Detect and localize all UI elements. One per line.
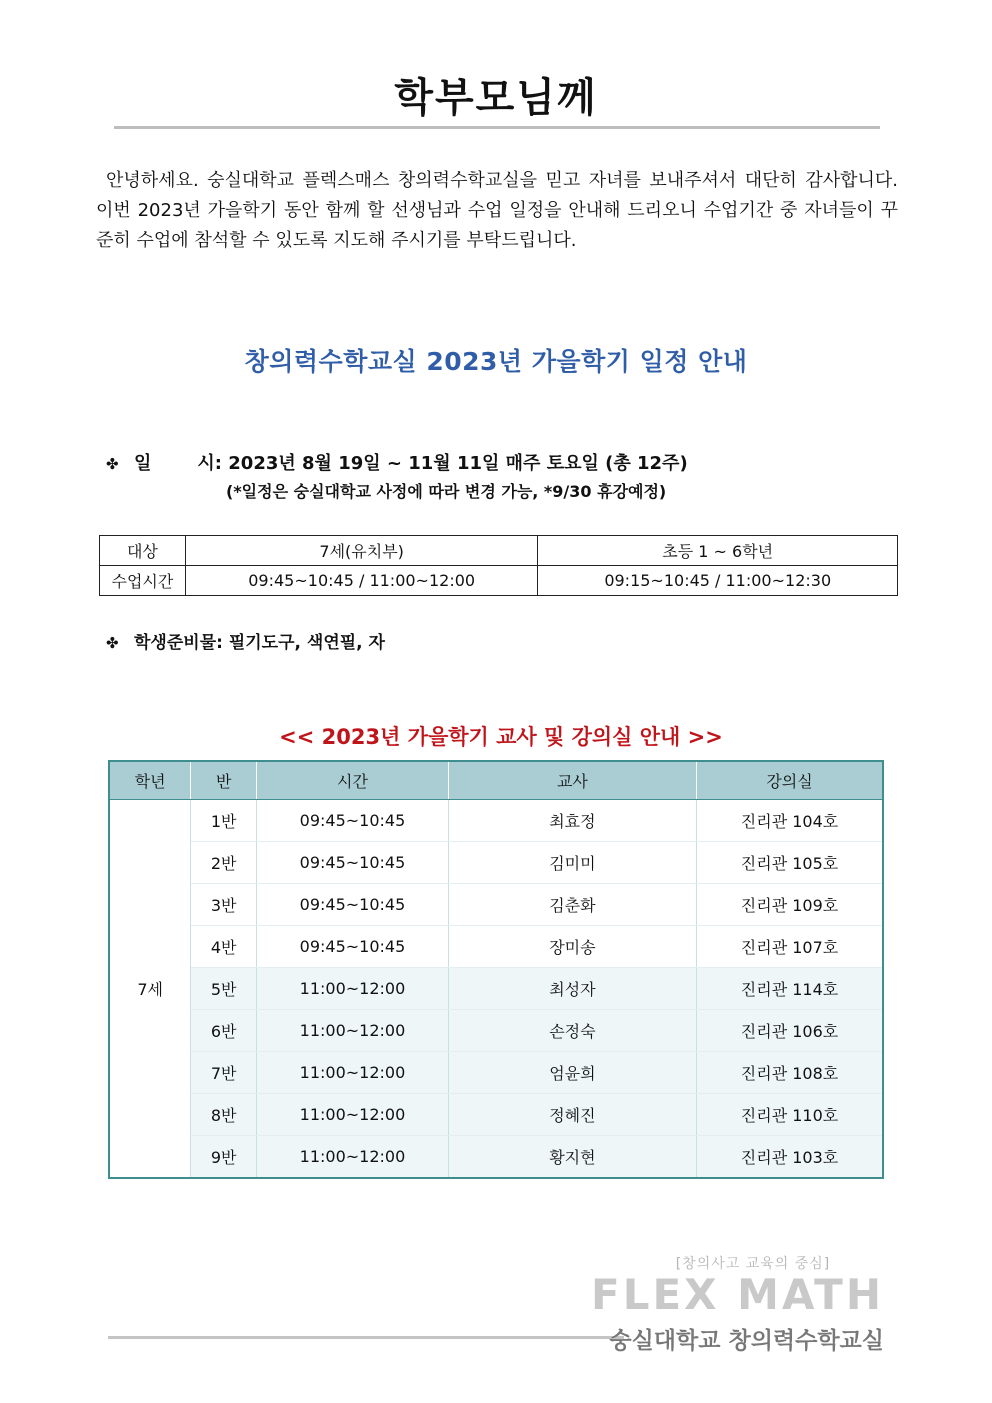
footer-school-name: 숭실대학교 창의력수학교실 bbox=[609, 1328, 884, 1354]
class-cell: 6반 bbox=[191, 1010, 257, 1052]
class-cell: 9반 bbox=[191, 1136, 257, 1179]
time-cell: 11:00~12:00 bbox=[257, 1010, 449, 1052]
teacher-cell: 최효정 bbox=[448, 800, 696, 842]
table-cell: 초등 1 ~ 6학년 bbox=[538, 536, 898, 566]
time-cell: 09:45~10:45 bbox=[257, 842, 449, 884]
time-cell: 11:00~12:00 bbox=[257, 968, 449, 1010]
table-row bbox=[109, 926, 883, 968]
table-row bbox=[109, 842, 883, 884]
teacher-table-title: << 2023년 가을학기 교사 및 강의실 안내 >> bbox=[279, 725, 723, 749]
time-cell: 09:45~10:45 bbox=[257, 884, 449, 926]
room-cell: 진리관 106호 bbox=[697, 1010, 883, 1052]
table-row bbox=[109, 800, 883, 842]
column-header: 반 bbox=[191, 761, 257, 800]
teacher-cell: 최성자 bbox=[448, 968, 696, 1010]
room-cell: 진리관 109호 bbox=[697, 884, 883, 926]
class-cell: 3반 bbox=[191, 884, 257, 926]
table-cell: 7세(유치부) bbox=[185, 536, 538, 566]
class-cell: 1반 bbox=[191, 800, 257, 842]
clover-bullet-icon: ✤ bbox=[106, 634, 119, 652]
table-row bbox=[109, 1010, 883, 1052]
table-row bbox=[109, 1052, 883, 1094]
teacher-cell: 김미미 bbox=[448, 842, 696, 884]
class-cell: 5반 bbox=[191, 968, 257, 1010]
room-cell: 진리관 110호 bbox=[697, 1094, 883, 1136]
time-cell: 11:00~12:00 bbox=[257, 1052, 449, 1094]
class-cell: 7반 bbox=[191, 1052, 257, 1094]
table-row bbox=[109, 1136, 883, 1179]
column-header: 강의실 bbox=[697, 761, 883, 800]
time-cell: 11:00~12:00 bbox=[257, 1094, 449, 1136]
class-time-header-row bbox=[100, 536, 898, 566]
room-cell: 진리관 107호 bbox=[697, 926, 883, 968]
supplies-text: 학생준비물: 필기도구, 색연필, 자 bbox=[134, 633, 385, 653]
time-cell: 09:45~10:45 bbox=[257, 926, 449, 968]
room-cell: 진리관 105호 bbox=[697, 842, 883, 884]
clover-bullet-icon: ✤ bbox=[106, 455, 119, 473]
title-divider bbox=[114, 126, 880, 129]
column-header: 교사 bbox=[448, 761, 696, 800]
footer-tagline: [창의사고 교육의 중심] bbox=[675, 1256, 831, 1272]
time-cell: 11:00~12:00 bbox=[257, 1136, 449, 1179]
footer-divider bbox=[108, 1336, 624, 1339]
table-cell: 09:45~10:45 / 11:00~12:00 bbox=[185, 566, 538, 596]
column-header: 학년 bbox=[109, 761, 191, 800]
class-cell: 8반 bbox=[191, 1094, 257, 1136]
room-cell: 진리관 108호 bbox=[697, 1052, 883, 1094]
grade-cell: 7세 bbox=[109, 800, 191, 1179]
schedule-value: 2023년 8월 19일 ~ 11월 11일 매주 토요일 (총 12주) bbox=[228, 453, 688, 474]
table-row bbox=[109, 884, 883, 926]
table-cell: 수업시간 bbox=[100, 566, 186, 596]
supplies-line bbox=[106, 628, 385, 653]
class-time-table bbox=[99, 535, 898, 596]
teacher-cell: 엄윤희 bbox=[448, 1052, 696, 1094]
schedule-label-a: 일 bbox=[134, 453, 152, 474]
section-title: 창의력수학교실 2023년 가을학기 일정 안내 bbox=[244, 347, 748, 376]
time-cell: 09:45~10:45 bbox=[257, 800, 449, 842]
table-row bbox=[109, 968, 883, 1010]
class-cell: 4반 bbox=[191, 926, 257, 968]
column-header: 시간 bbox=[257, 761, 449, 800]
teacher-cell: 정혜진 bbox=[448, 1094, 696, 1136]
room-cell: 진리관 103호 bbox=[697, 1136, 883, 1179]
room-cell: 진리관 114호 bbox=[697, 968, 883, 1010]
teacher-cell: 황지현 bbox=[448, 1136, 696, 1179]
schedule-label-b: 시: bbox=[197, 453, 222, 474]
teacher-cell: 장미송 bbox=[448, 926, 696, 968]
teacher-table bbox=[108, 760, 884, 1179]
schedule-line bbox=[106, 449, 688, 475]
table-cell: 대상 bbox=[100, 536, 186, 566]
flex-math-logo: FLEX MATH bbox=[591, 1270, 884, 1319]
schedule-note: (*일정은 숭실대학교 사정에 따라 변경 가능, *9/30 휴강예정) bbox=[226, 482, 667, 501]
table-cell: 09:15~10:45 / 11:00~12:30 bbox=[538, 566, 898, 596]
room-cell: 진리관 104호 bbox=[697, 800, 883, 842]
table-row bbox=[109, 1094, 883, 1136]
intro-paragraph: 안녕하세요. 숭실대학교 플렉스매스 창의력수학교실을 믿고 자녀를 보내주셔서 대단히 감사합니다. 이번 2023년 가을학기 동안 함께 할 선생님과 수업 일정을 안내해 드리오니 수업기간 중 자녀들이 꾸준히 수업에 참석할 수 있도록 지도해 주시기를 부탁드립니다. bbox=[96, 170, 898, 251]
page-title: 학부모님께 bbox=[394, 75, 598, 121]
class-cell: 2반 bbox=[191, 842, 257, 884]
teacher-table-header bbox=[109, 761, 883, 800]
teacher-cell: 손정숙 bbox=[448, 1010, 696, 1052]
teacher-cell: 김춘화 bbox=[448, 884, 696, 926]
class-time-row bbox=[100, 566, 898, 596]
